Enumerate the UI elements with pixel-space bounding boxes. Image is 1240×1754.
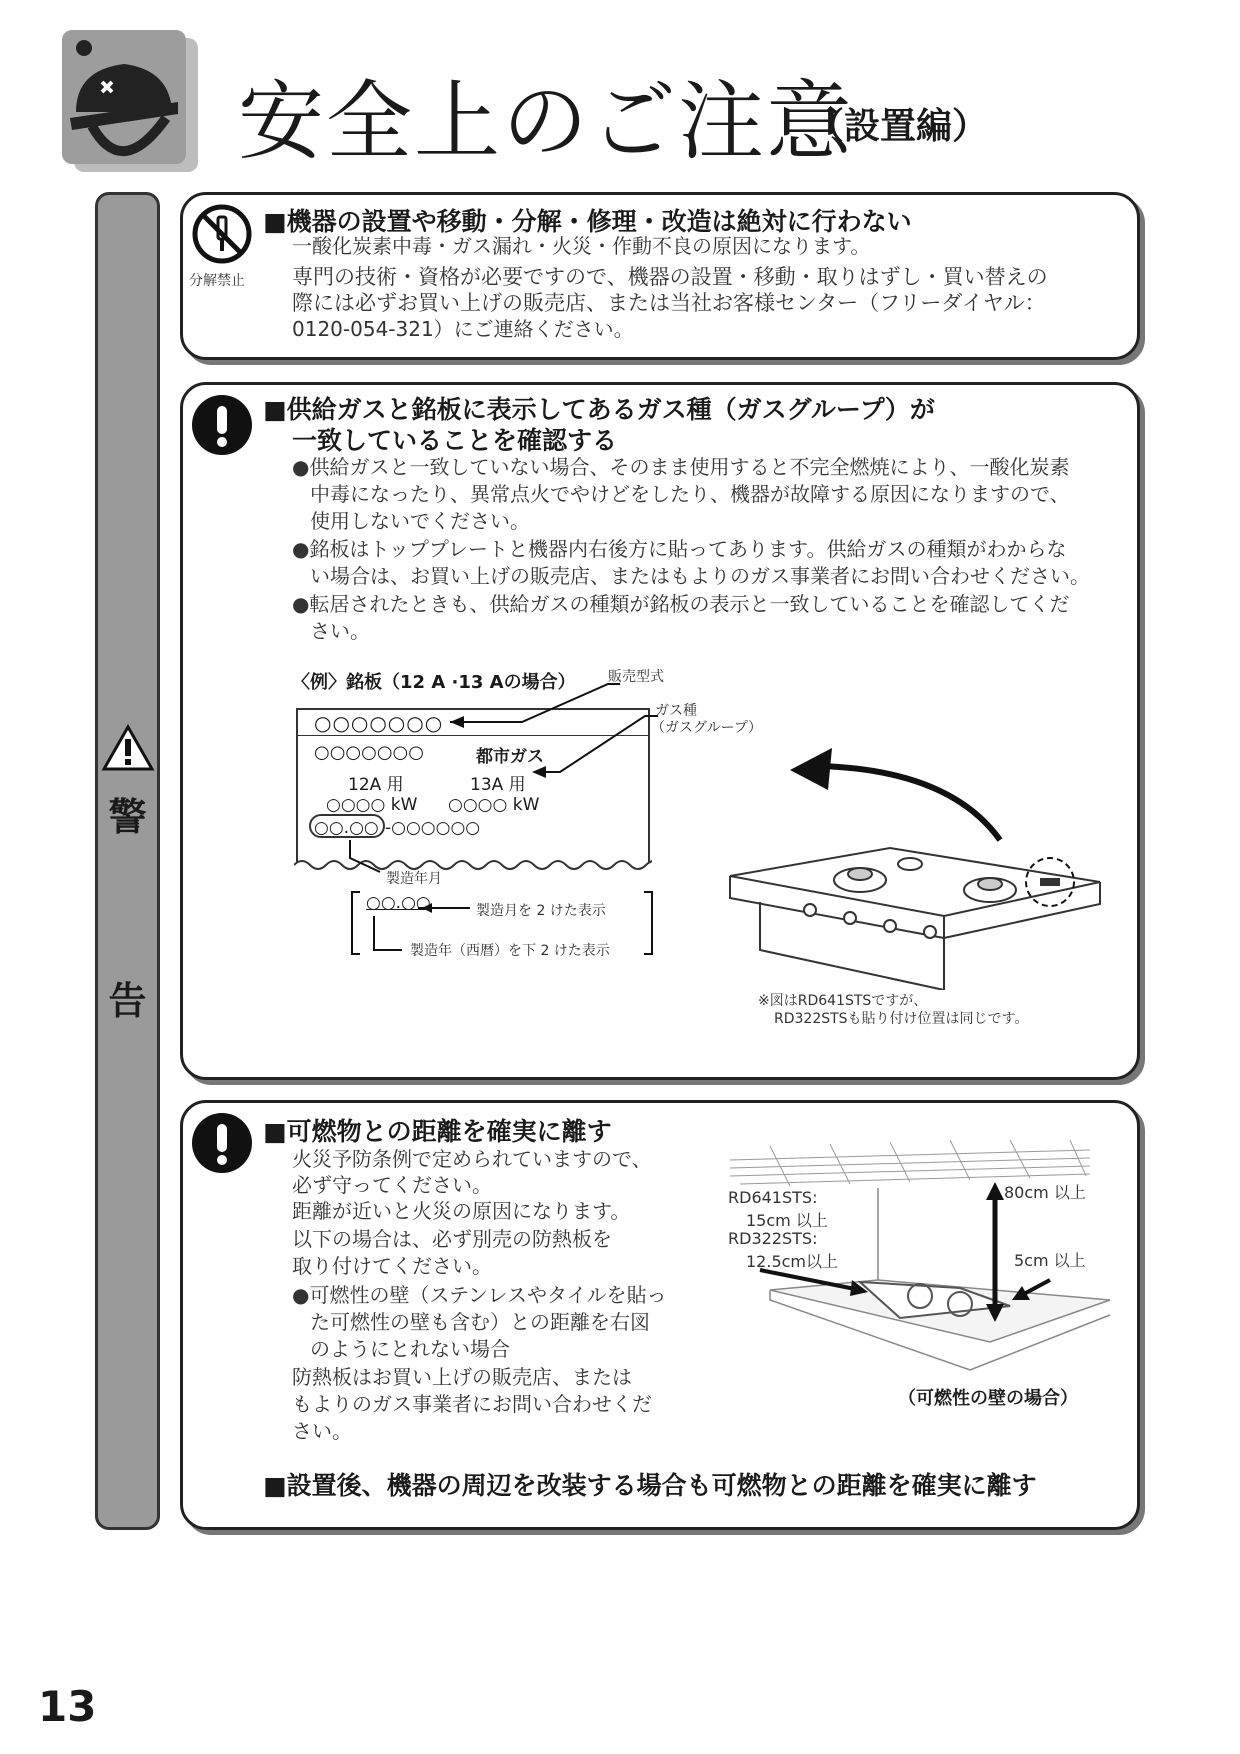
gas-group-label: （ガスグループ） — [651, 720, 763, 736]
box2-bullet: ●銘板はトッププレートと機器内右後方に貼ってあります。供給ガスの種類がわからな — [292, 537, 1067, 561]
box2-bullet: 使用しないでください。 — [310, 509, 530, 533]
plate-row2-left: ○○○○○○○ — [314, 742, 424, 763]
box3-bullet: のようにとれない場合 — [310, 1337, 510, 1361]
cooktop-illustration — [700, 730, 1120, 990]
safety-helmet-logo — [62, 30, 202, 176]
plate-kw-left: ○○○○ kW — [326, 795, 418, 815]
page-number: 13 — [38, 1682, 97, 1731]
illustration-note-1: ※図はRD641STSですが、 — [758, 993, 928, 1009]
clearance-model2: RD322STS: — [728, 1229, 818, 1248]
clearance-model1: RD641STS: — [728, 1188, 818, 1207]
box1-line: 0120-054-321）にご連絡ください。 — [292, 317, 634, 341]
box1-line: 専門の技術・資格が必要ですので、機器の設置・移動・取りはずし・買い替えの — [292, 265, 1048, 289]
box3-line: 火災予防条例で定められていますので、 — [292, 1147, 652, 1171]
no-disassembly-icon — [191, 203, 253, 265]
exclamation-icon — [191, 394, 253, 456]
warning-sidebar — [95, 192, 160, 1530]
plate-kw-right: ○○○○ kW — [448, 795, 540, 815]
nameplate-example-label: 〈例〉銘板（12 A ·13 Aの場合） — [292, 672, 576, 693]
box1-line: 一酸化炭素中毒・ガス漏れ・火災・作動不良の原因になります。 — [292, 234, 871, 258]
box2-bullet: ●転居されたときも、供給ガスの種類が銘板の表示と一致していることを確認してくだ — [292, 592, 1070, 616]
gas-type-label: ガス種 — [655, 703, 697, 719]
box3-line: もよりのガス事業者にお問い合わせくだ — [292, 1392, 652, 1416]
nameplate-pointer-arrows — [440, 676, 680, 796]
plate-model: ○○○○○○○ — [314, 711, 444, 735]
clearance-dist2: 12.5cm以上 — [746, 1252, 839, 1271]
warning-triangle-icon — [101, 724, 155, 772]
exclamation-icon — [191, 1112, 253, 1174]
plate-date: ○○.○○ — [314, 818, 379, 838]
box3-line: さい。 — [292, 1419, 352, 1443]
box3-line: 必ず守ってください。 — [292, 1173, 492, 1197]
box3-heading: ■可燃物との距離を確実に離す — [263, 1117, 612, 1146]
no-disassembly-label: 分解禁止 — [189, 273, 245, 289]
warning-label-char-2: 告 — [108, 979, 147, 1023]
mfg-date-label: 製造年月 — [386, 871, 442, 887]
box3-line: 防熱板はお買い上げの販売店、または — [292, 1365, 632, 1389]
mfg-year-label: 製造年（西暦）を下 2 けた表示 — [410, 943, 610, 959]
plate-12a: 12A 用 — [348, 775, 404, 795]
box1-heading: ■機器の設置や移動・分解・修理・改造は絶対に行わない — [263, 207, 912, 236]
page-subtitle: （設置編） — [808, 106, 989, 147]
box2-bullet: 中毒になったり、異常点火でやけどをしたり、機器が故障する原因になりますので、 — [310, 482, 1070, 506]
page-title: 安全上のご注意 — [238, 72, 854, 172]
box1-line: 際には必ずお買い上げの販売店、または当社お客様センター（フリーダイヤル： — [292, 291, 1046, 315]
box2-heading-line2: 一致していることを確認する — [292, 426, 618, 455]
plate-city-gas: 都市ガス — [476, 747, 544, 767]
box2-bullet: さい。 — [310, 619, 370, 643]
box2-bullet: い場合は、お買い上げの販売店、またはもよりのガス事業者にお問い合わせください。 — [310, 564, 1090, 588]
box3-line: 距離が近いと火災の原因になります。 — [292, 1199, 631, 1223]
mfg-date-example: ○○.○○ — [366, 893, 431, 913]
box3-line: 取り付けてください。 — [292, 1254, 492, 1278]
warning-label-char-1: 警 — [108, 795, 147, 839]
plate-serial: -○○○○○○ — [385, 818, 481, 838]
clearance-side: 5cm 以上 — [1014, 1251, 1086, 1270]
clearance-caption: （可燃性の壁の場合） — [898, 1388, 1078, 1409]
box3-line: 以下の場合は、必ず別売の防熱板を — [292, 1227, 612, 1251]
box3-bullet: ●可燃性の壁（ステンレスやタイルを貼っ — [292, 1283, 667, 1307]
box2-bullet: ●供給ガスと一致していない場合、そのまま使用すると不完全燃焼により、一酸化炭素 — [292, 455, 1070, 479]
clearance-top: 80cm 以上 — [1004, 1183, 1086, 1202]
mfg-month-label: 製造月を 2 けた表示 — [476, 903, 606, 919]
box2-heading-line1: ■供給ガスと銘板に表示してあるガス種（ガスグループ）が — [263, 395, 935, 424]
clearance-dist1: 15cm 以上 — [746, 1211, 828, 1230]
box3-bullet: た可燃性の壁も含む）との距離を右図 — [310, 1310, 650, 1334]
plate-13a: 13A 用 — [470, 775, 526, 795]
illustration-note-2: RD322STSも貼り付け位置は同じです。 — [774, 1011, 1029, 1027]
model-name-label: 販売型式 — [608, 669, 664, 685]
box3-footer-heading: ■設置後、機器の周辺を改装する場合も可燃物との距離を確実に離す — [263, 1471, 1037, 1500]
